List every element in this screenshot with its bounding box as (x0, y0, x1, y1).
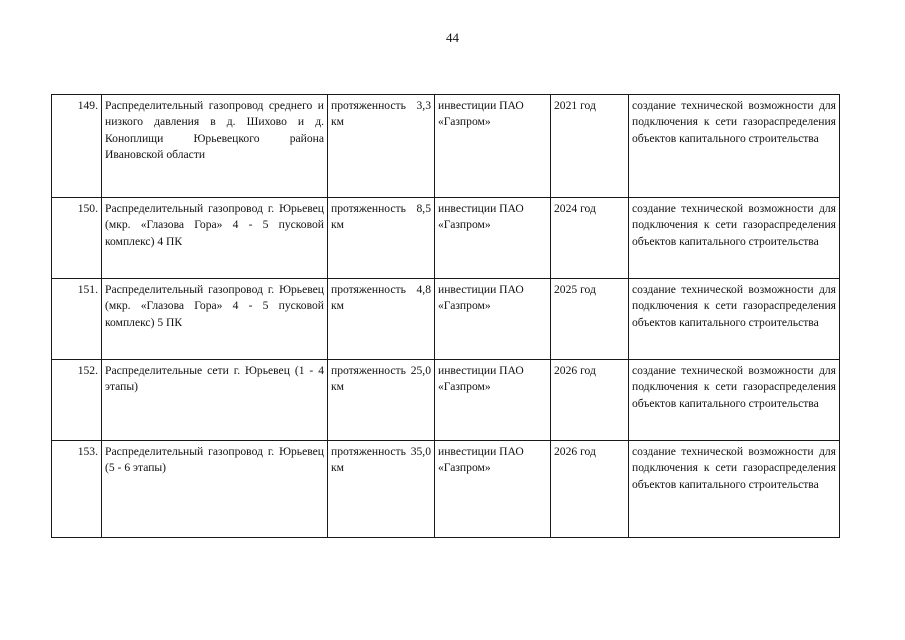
object-capacity: протяженность 4,8 км (328, 279, 435, 360)
funding-source: инвестиции ПАО «Газпром» (435, 198, 551, 279)
object-purpose: создание технической возможности для подключения к сети газораспределения объектов капитального строительства (629, 279, 840, 360)
row-number: 153. (52, 441, 102, 538)
table-row (52, 95, 840, 198)
gas-pipeline-table (51, 94, 840, 538)
table-row (52, 279, 840, 360)
row-number: 152. (52, 360, 102, 441)
table-row (52, 360, 840, 441)
implementation-year: 2025 год (551, 279, 629, 360)
funding-source: инвестиции ПАО «Газпром» (435, 279, 551, 360)
object-capacity: протяженность 3,3 км (328, 95, 435, 198)
implementation-year: 2026 год (551, 360, 629, 441)
funding-source: инвестиции ПАО «Газпром» (435, 360, 551, 441)
row-number: 150. (52, 198, 102, 279)
implementation-year: 2026 год (551, 441, 629, 538)
table-row (52, 441, 840, 538)
object-capacity: протяженность 8,5 км (328, 198, 435, 279)
object-name: Распределительный газопровод г. Юрьевец (мкр. «Глазова Гора» 4 - 5 пусковой комплекс) 5 ПК (102, 279, 328, 360)
object-name: Распределительный газопровод г. Юрьевец (мкр. «Глазова Гора» 4 - 5 пусковой комплекс) 4 ПК (102, 198, 328, 279)
row-number: 151. (52, 279, 102, 360)
funding-source: инвестиции ПАО «Газпром» (435, 95, 551, 198)
object-purpose: создание технической возможности для подключения к сети газораспределения объектов капитального строительства (629, 441, 840, 538)
object-purpose: создание технической возможности для подключения к сети газораспределения объектов капитального строительства (629, 198, 840, 279)
implementation-year: 2024 год (551, 198, 629, 279)
object-name: Распределительные сети г. Юрьевец (1 - 4 этапы) (102, 360, 328, 441)
object-purpose: создание технической возможности для подключения к сети газораспределения объектов капитального строительства (629, 95, 840, 198)
object-capacity: протяженность 35,0 км (328, 441, 435, 538)
table-row (52, 198, 840, 279)
object-purpose: создание технической возможности для подключения к сети газораспределения объектов капитального строительства (629, 360, 840, 441)
row-number: 149. (52, 95, 102, 198)
implementation-year: 2021 год (551, 95, 629, 198)
page-number: 44 (446, 30, 459, 45)
funding-source: инвестиции ПАО «Газпром» (435, 441, 551, 538)
object-name: Распределительный газопровод среднего и низкого давления в д. Шихово и д. Коноплищи Юрьевецкого района Ивановской области (102, 95, 328, 198)
object-capacity: протяженность 25,0 км (328, 360, 435, 441)
object-name: Распределительный газопровод г. Юрьевец (5 - 6 этапы) (102, 441, 328, 538)
